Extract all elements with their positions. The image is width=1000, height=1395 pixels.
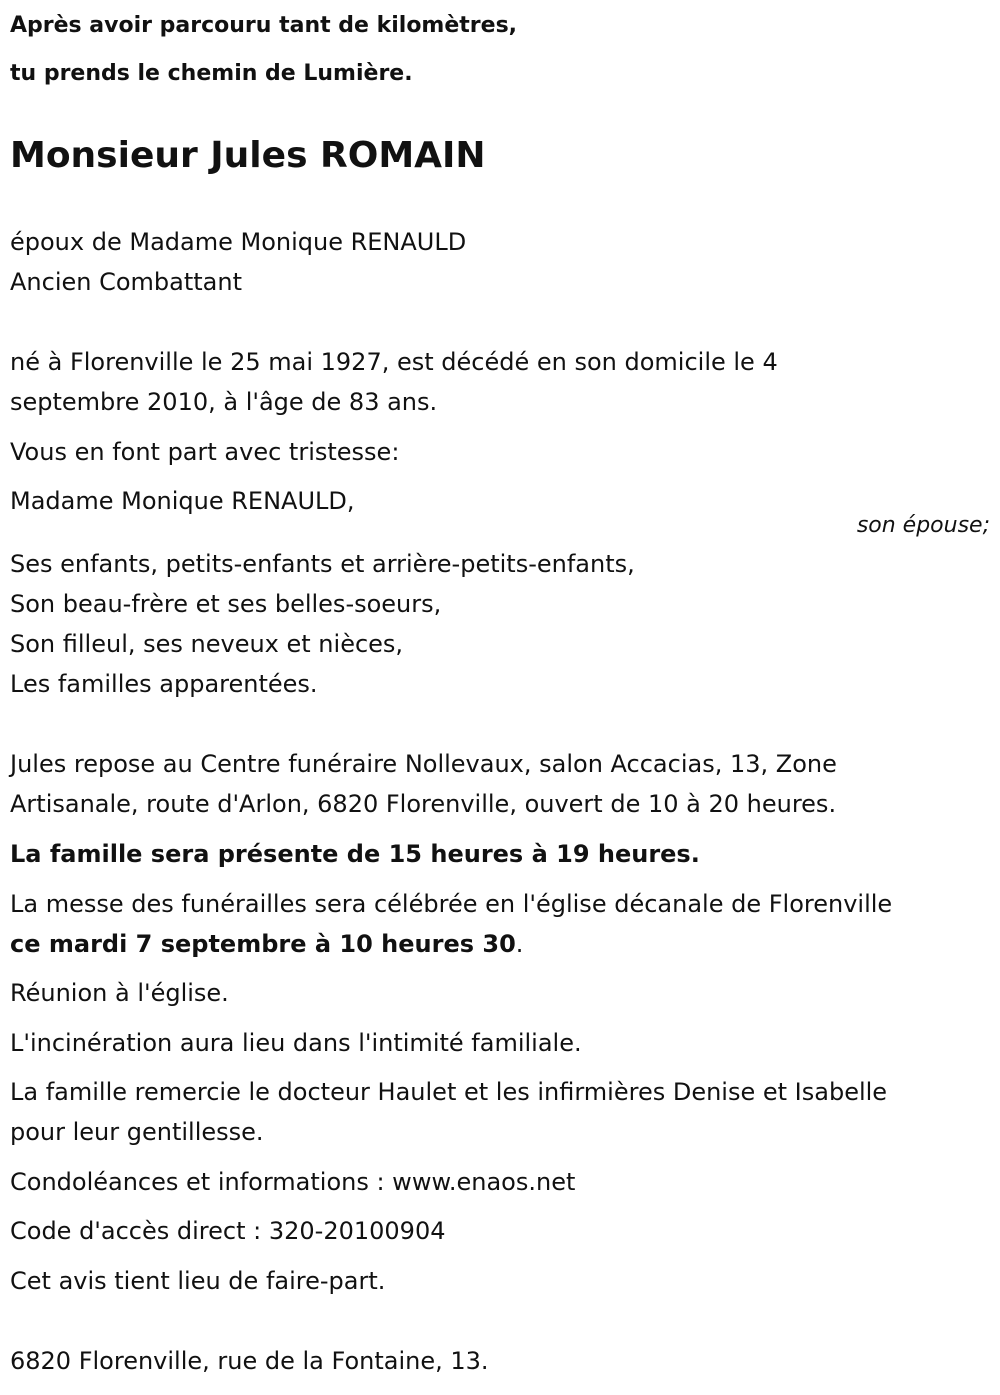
family-member: Son beau-frère et ses belles-soeurs, [10,590,442,618]
mass-line-1: La messe des funérailles sera célébrée en l'église décanale de Florenville [10,890,893,918]
deceased-name: Monsieur Jules ROMAIN [10,135,486,176]
repose-line-1: Jules repose au Centre funéraire Nollevaux, salon Accacias, 13, Zone [10,750,837,778]
thanks-line-1: La famille remercie le docteur Haulet et les infirmières Denise et Isabelle [10,1078,888,1106]
mass-line-2 [10,924,523,964]
announcement: Vous en font part avec tristesse: [10,438,400,466]
mass-date-end: . [515,930,524,958]
address-line: 6820 Florenville, rue de la Fontaine, 13. [10,1347,489,1375]
birth-death-line-2: septembre 2010, à l'âge de 83 ans. [10,388,438,416]
spouse-name: Madame Monique RENAULD, [10,487,355,515]
thanks-line-2: pour leur gentillesse. [10,1118,264,1146]
reunion-line: Réunion à l'église. [10,979,229,1007]
intro-line-2: tu prends le chemin de Lumière. [10,61,413,86]
family-member: Les familles apparentées. [10,670,318,698]
intro-line-1: Après avoir parcouru tant de kilomètres, [10,13,518,38]
incineration-line: L'incinération aura lieu dans l'intimité familiale. [10,1029,582,1057]
condolences-line: Condoléances et informations : www.enaos.net [10,1168,576,1196]
access-code-line: Code d'accès direct : 320-20100904 [10,1217,446,1245]
family-member: Ses enfants, petits-enfants et arrière-petits-enfants, [10,550,635,578]
birth-death-line-1: né à Florenville le 25 mai 1927, est décédé en son domicile le 4 [10,348,778,376]
mass-date: ce mardi 7 septembre à 10 heures 30 [10,930,516,958]
spouse-role: son épouse; [856,513,990,538]
presence-line: La famille sera présente de 15 heures à 19 heures. [10,840,700,868]
notice-line: Cet avis tient lieu de faire-part. [10,1267,386,1295]
family-member: Son filleul, ses neveux et nièces, [10,630,404,658]
spouse-line: époux de Madame Monique RENAULD [10,228,467,256]
deceased-title: Ancien Combattant [10,268,243,296]
repose-line-2: Artisanale, route d'Arlon, 6820 Florenville, ouvert de 10 à 20 heures. [10,790,837,818]
